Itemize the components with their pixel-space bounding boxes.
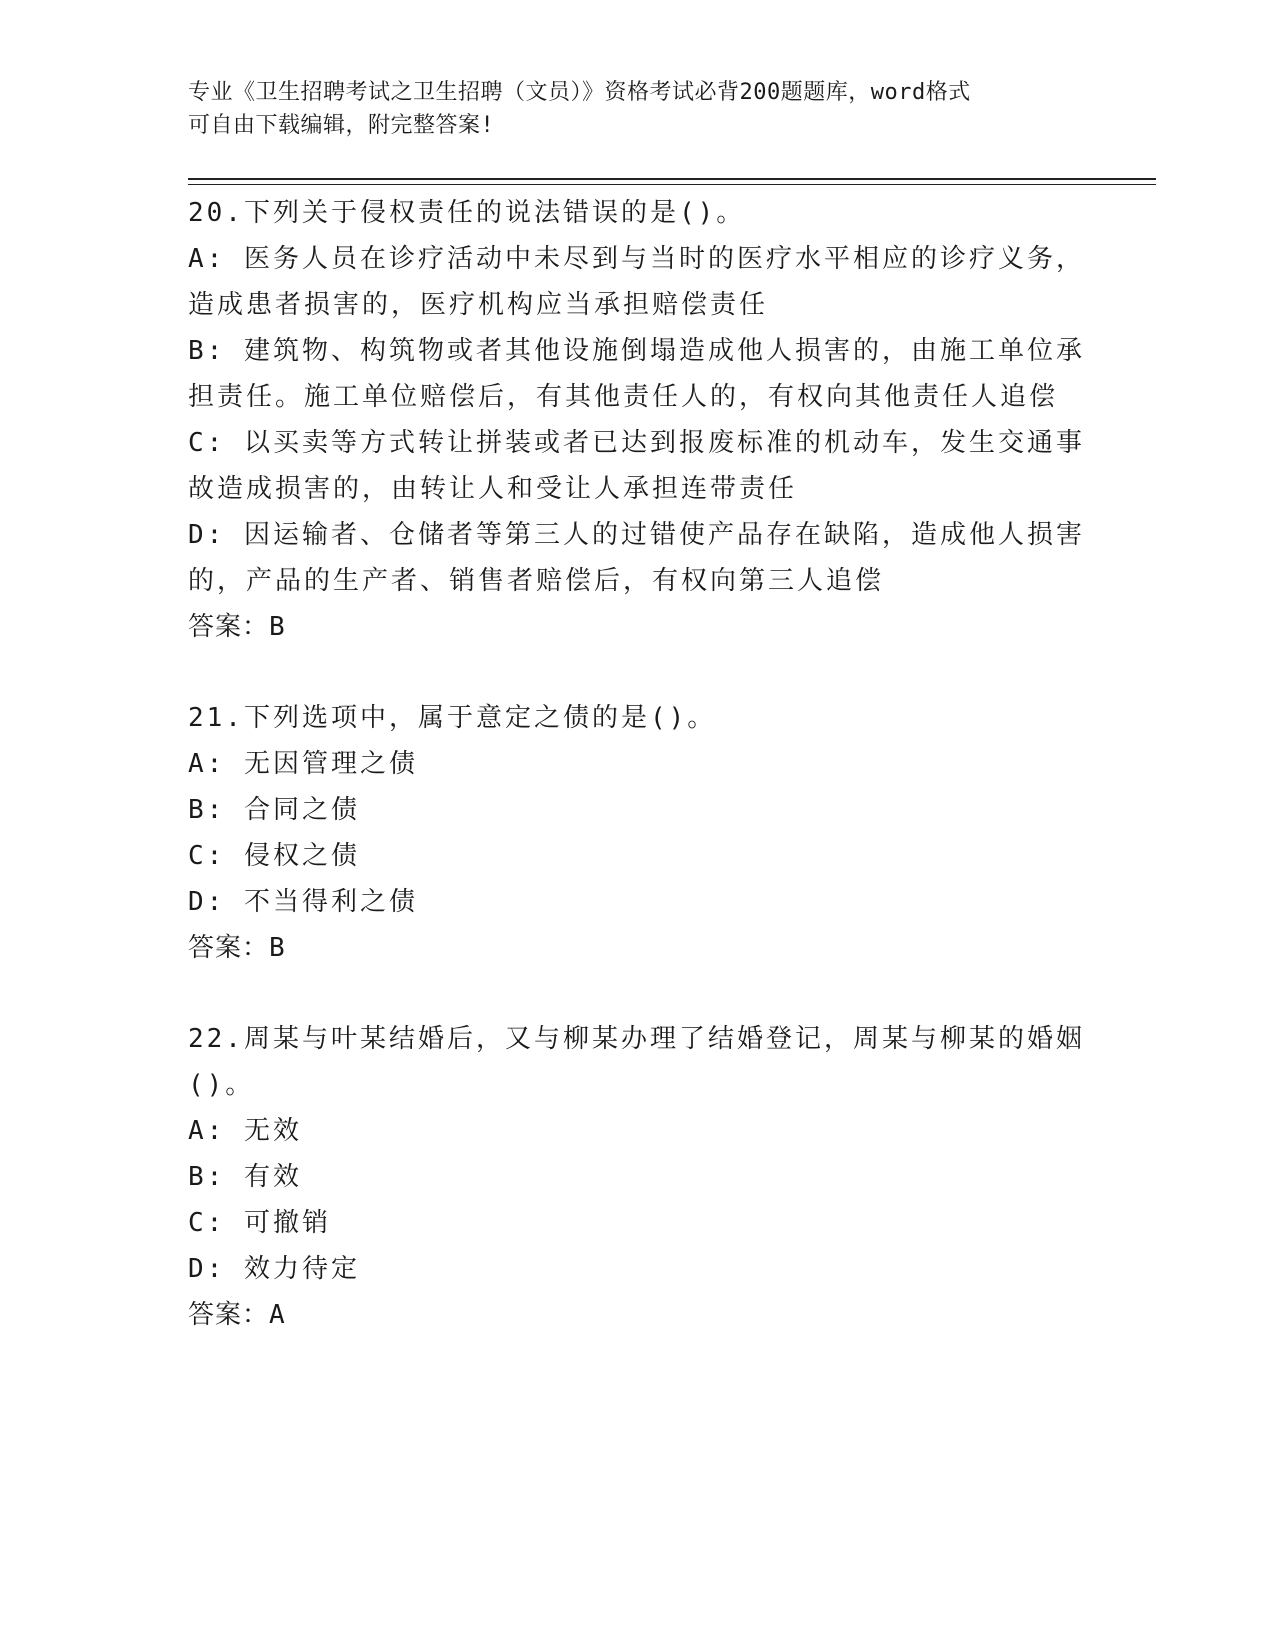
header-line-2: 可自由下载编辑，附完整答案!: [188, 113, 495, 138]
option-d: D: 效力待定: [188, 1254, 360, 1284]
option-line: 造成患者损害的，医疗机构应当承担赔偿责任: [188, 290, 769, 320]
option-b: B: 有效: [188, 1162, 302, 1192]
document-header: [188, 76, 1088, 142]
option-line: B: 建筑物、构筑物或者其他设施倒塌造成他人损害的，由施工单位承: [188, 336, 1085, 366]
option-line: 担责任。施工单位赔偿后，有其他责任人的，有权向其他责任人追偿: [188, 382, 1059, 412]
question-list: [188, 190, 1088, 1383]
option-line: 的，产品的生产者、销售者赔偿后，有权向第三人追偿: [188, 566, 885, 596]
question-stem: 21.下列选项中，属于意定之债的是()。: [188, 703, 717, 733]
option-line: C: 以买卖等方式转让拼装或者已达到报废标准的机动车，发生交通事: [188, 428, 1085, 458]
question-stem-continued: ()。: [188, 1070, 255, 1100]
option-b: [188, 328, 1088, 420]
header-line-1: 专业《卫生招聘考试之卫生招聘（文员）》资格考试必背200题题库，word格式: [188, 80, 971, 105]
option-d: [188, 512, 1088, 604]
answer: 答案：B: [188, 612, 286, 642]
option-c: C: 可撤销: [188, 1208, 331, 1238]
header-divider-thin: [188, 184, 1156, 185]
option-a: A: 无因管理之债: [188, 749, 418, 779]
option-a: A: 无效: [188, 1116, 302, 1146]
option-line: A: 医务人员在诊疗活动中未尽到与当时的医疗水平相应的诊疗义务，: [188, 244, 1085, 274]
option-line: D: 因运输者、仓储者等第三人的过错使产品存在缺陷，造成他人损害: [188, 520, 1085, 550]
answer: 答案：A: [188, 1300, 286, 1330]
option-c: C: 侵权之债: [188, 841, 360, 871]
answer: 答案：B: [188, 933, 286, 963]
option-d: D: 不当得利之债: [188, 887, 418, 917]
question-21: [188, 695, 1088, 971]
question-stem: 22.周某与叶某结婚后，又与柳某办理了结婚登记，周某与柳某的婚姻: [188, 1024, 1085, 1054]
option-c: [188, 420, 1088, 512]
question-stem: 20.下列关于侵权责任的说法错误的是()。: [188, 198, 746, 228]
option-line: 故造成损害的，由转让人和受让人承担连带责任: [188, 474, 798, 504]
question-22: [188, 1016, 1088, 1338]
header-divider-thick: [188, 178, 1156, 180]
question-20: [188, 190, 1088, 650]
option-b: B: 合同之债: [188, 795, 360, 825]
option-a: [188, 236, 1088, 328]
